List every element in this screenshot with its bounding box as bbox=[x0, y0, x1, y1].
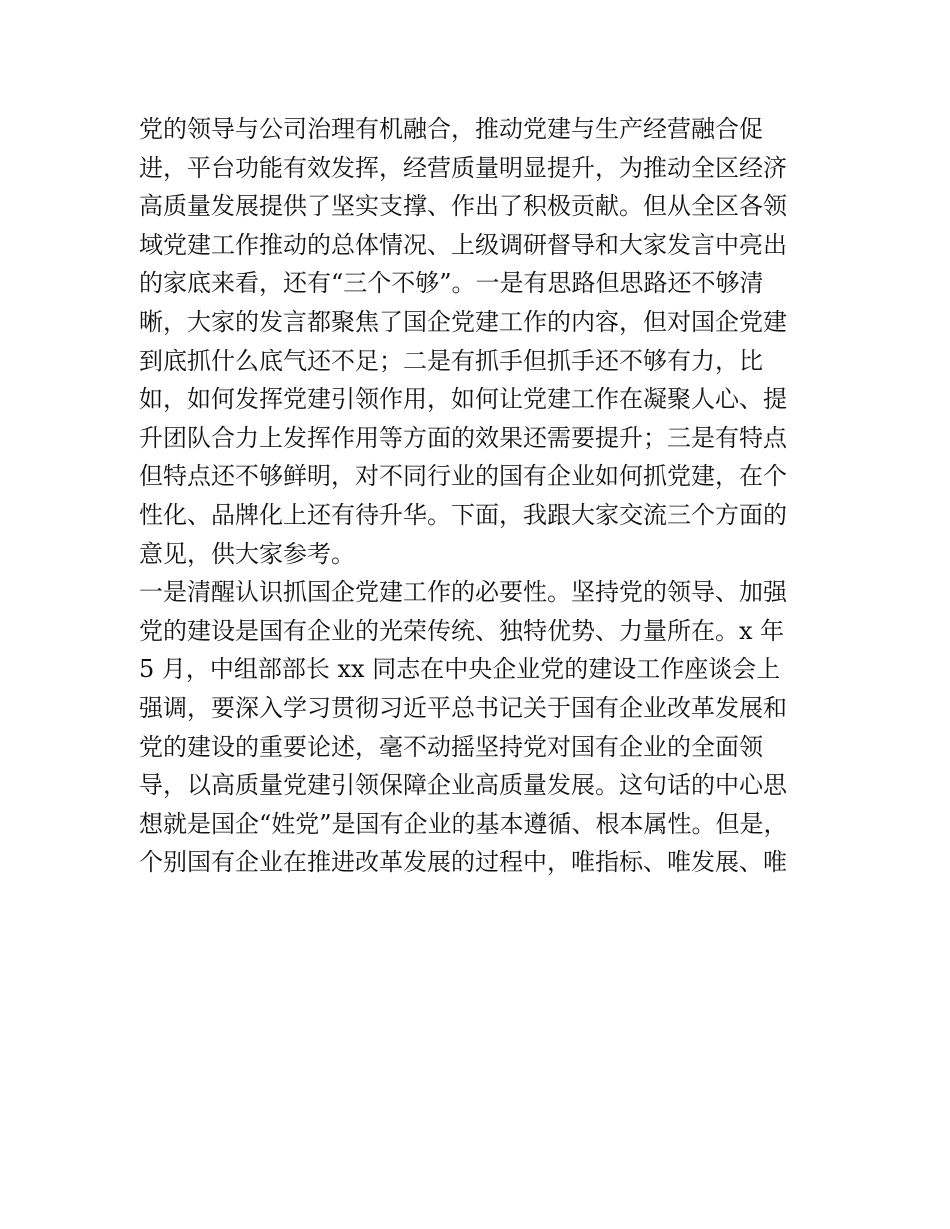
text-line: 的家底来看，还有“三个不够”。一是有思路但思路还不够清 bbox=[139, 269, 764, 298]
text-line: 到底抓什么底气还不足；二是有抓手但抓手还不够有力，比 bbox=[139, 346, 763, 375]
text-line: 强调，要深入学习贯彻习近平总书记关于国有企业改革发展和 bbox=[139, 693, 787, 722]
text-line: 如，如何发挥党建引领作用，如何让党建工作在凝聚人心、提 bbox=[139, 385, 787, 414]
text-line: 党的建设是国有企业的光荣传统、独特优势、力量所在。x 年 bbox=[139, 616, 785, 645]
body-text bbox=[139, 110, 819, 882]
text-line: 域党建工作推动的总体情况、上级调研督导和大家发言中亮出 bbox=[139, 230, 787, 259]
text-line: 升团队合力上发挥作用等方面的效果还需要提升；三是有特点 bbox=[139, 423, 787, 452]
text-line: 但特点还不够鲜明，对不同行业的国有企业如何抓党建，在个 bbox=[139, 462, 787, 491]
text-line: 高质量发展提供了坚实支撑、作出了积极贡献。但从全区各领 bbox=[139, 192, 787, 221]
text-line: 5 月，中组部部长 xx 同志在中央企业党的建设工作座谈会上 bbox=[139, 655, 781, 684]
text-line: 进，平台功能有效发挥，经营质量明显提升，为推动全区经济 bbox=[139, 153, 787, 182]
text-line: 一是清醒认识抓国企党建工作的必要性。坚持党的领导、加强 bbox=[139, 578, 787, 607]
text-line: 想就是国企“姓党”是国有企业的基本遵循、根本属性。但是， bbox=[139, 809, 788, 838]
text-line: 性化、品牌化上还有待升华。下面，我跟大家交流三个方面的 bbox=[139, 500, 787, 529]
text-line: 党的领导与公司治理有机融合，推动党建与生产经营融合促 bbox=[139, 115, 763, 143]
text-line: 党的建设的重要论述，毫不动摇坚持党对国有企业的全面领 bbox=[139, 732, 763, 761]
text-line: 意见，供大家参考。 bbox=[139, 539, 355, 568]
text-line: 晰，大家的发言都聚焦了国企党建工作的内容，但对国企党建 bbox=[139, 307, 787, 336]
text-line: 导，以高质量党建引领保障企业高质量发展。这句话的中心思 bbox=[139, 771, 787, 800]
text-line: 个别国有企业在推进改革发展的过程中，唯指标、唯发展、唯 bbox=[139, 848, 787, 877]
